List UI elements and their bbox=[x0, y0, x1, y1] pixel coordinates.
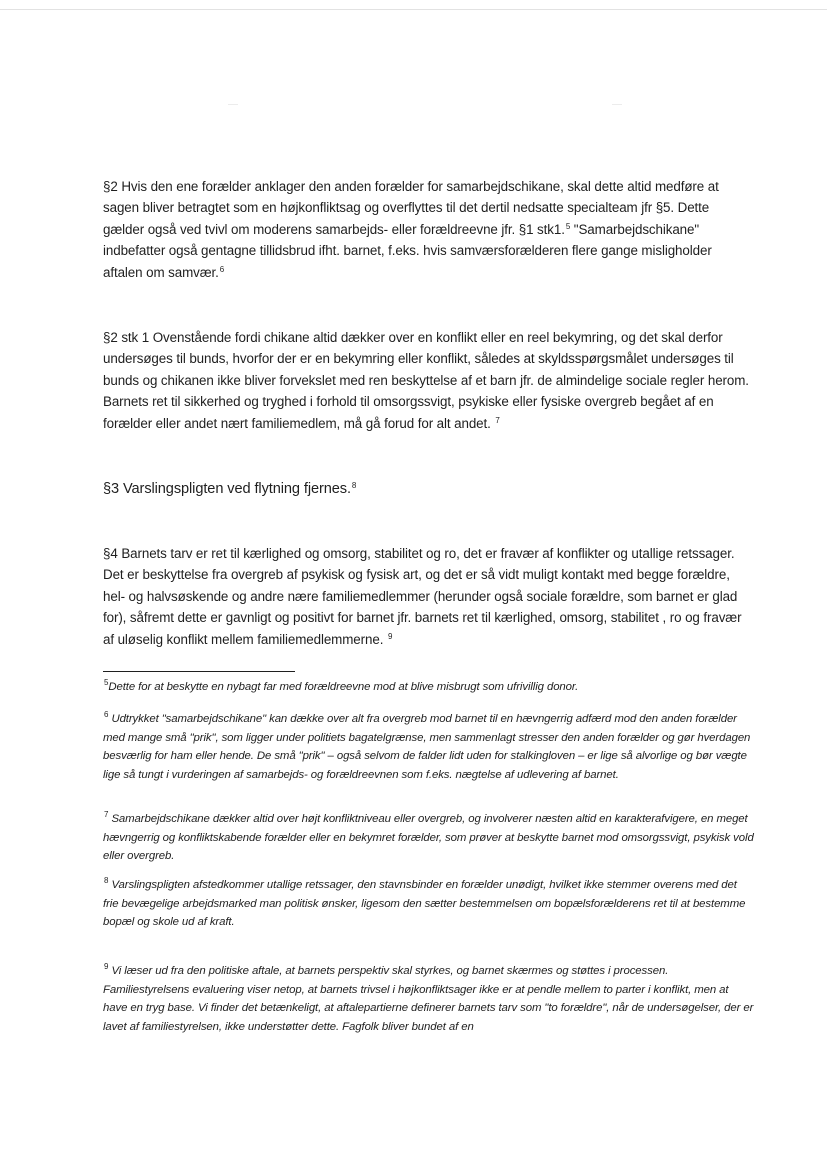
footnote-ref-7: 7 bbox=[495, 415, 500, 425]
footnote-5 bbox=[103, 678, 755, 697]
paragraph-section-2 bbox=[103, 176, 753, 283]
footnote-text: Varslingspligten afstedkommer utallige retssager, den stavnsbinder en forælder unødigt, hvilket ikke stemmer overens med det frie bevægelige arbejdsmarked man politisk ønsker, ligesom den sætter bestemmelsen om bopælsforælderens ret til at bestemme bopæl og skole ud af kraft. bbox=[103, 879, 746, 929]
scan-artifact bbox=[228, 104, 238, 105]
paragraph-text: §2 stk 1 Ovenstående fordi chikane altid dækker over en konflikt eller en reel bekymring, og det skal derfor undersøges til bunds, hvorfor der er en bekymring eller konflikt, således at skyldsspørgsmålet undersøges til bunds og chikanen ikke bliver forvekslet med ren beskyttelse af et barn jfr. de almindelige sociale regler herom. Barnets ret til sikkerhed og tryghed i forhold til omsorgssvigt, psykiske eller fysiske overgreb begået af en forælder eller andet nært familiemedlem, må gå forud for alt andet. bbox=[103, 330, 749, 431]
paragraph-text: §3 Varslingspligten ved flytning fjernes. bbox=[103, 481, 351, 497]
paragraph-text: §2 Hvis den ene forælder anklager den anden forælder for samarbejdschikane, skal dette altid medføre at sagen bliver betragtet som en højkonfliktsag og overflyttes til det dertil nedsatte specialteam jfr §5. Dette gælder også ved tvivl om moderens samarbejds- eller forældreevne jfr. §1 stk1. bbox=[103, 179, 719, 237]
footnote-number: 5 bbox=[104, 678, 109, 687]
paragraph-section-4 bbox=[103, 543, 753, 650]
scan-top-edge bbox=[0, 9, 827, 10]
paragraph-text: §4 Barnets tarv er ret til kærlighed og omsorg, stabilitet og ro, det er fravær af konflikter og utallige retssager. Det er beskyttelse fra overgreb af psykisk og fysisk art, og det er så vidt muligt kontakt med begge forældre, hel- og halvsøskende og andre nære familiemedlemmer (herunder også sociale forældre, som barnet er glad for), såfremt dette er gavnligt og positivt for barnet jfr. barnets ret til kærlighed, omsorg, stabilitet , ro og fravær af uløselig konflikt mellem familiemedlemmerne. bbox=[103, 546, 742, 647]
footnote-9 bbox=[103, 962, 755, 1036]
footnote-ref-5: 5 bbox=[565, 221, 571, 231]
paragraph-section-3 bbox=[103, 479, 753, 500]
footnote-text: Udtrykket "samarbejdschikane" kan dække over alt fra overgreb mod barnet til en hævngerrig adfærd mod den anden forælder med mange små "prik", som ligger under politiets bagatelgrænse, men sammenlagt stresser den anden forælder og gør hverdagen besværlig for ham eller hende. De små "prik" – også selvom de falder lidt uden for stalkingloven – er lige så alvorlige og bør vægte lige så tungt i vurderingen af samarbejds- og forældreevnen som f.eks. nægtelse af udlevering af barnet. bbox=[103, 713, 751, 781]
footnote-ref-6: 6 bbox=[219, 264, 225, 274]
footnote-text: Samarbejdschikane dækker altid over højt konfliktniveau eller overgreb, og involverer næsten altid en karakterafvigere, en meget hævngerrig og konfliktskabende forælder eller en bekymret forælder, som prøver at beskytte barnet mod omsorgssvigt, psykisk vold eller overgreb. bbox=[103, 813, 754, 863]
footnote-ref-8: 8 bbox=[351, 481, 357, 490]
footnote-number: 7 bbox=[104, 810, 109, 819]
footnote-separator bbox=[103, 671, 295, 672]
footnote-number: 6 bbox=[104, 710, 109, 719]
footnote-8 bbox=[103, 876, 755, 932]
footnote-6 bbox=[103, 710, 755, 784]
scan-artifact bbox=[612, 104, 622, 105]
footnote-7 bbox=[103, 810, 755, 866]
footnote-text: Vi læser ud fra den politiske aftale, at barnets perspektiv skal styrkes, og barnet skærmes og støttes i processen. Familiestyrelsens evaluering viser netop, at barnets trivsel i højkonfliktsager ikke er at pendle mellem to parter i konflikt, men at have en tryg base. Vi finder det betænkeligt, at aftalepartierne definerer barnets tarv som "to forældre", når de undersøgelser, der er lavet af familiestyrelsen, ikke understøtter dette. Fagfolk bliver bundet af en bbox=[103, 965, 754, 1033]
paragraph-text-continued: "Samarbejdschikane" indbefatter også gentagne tillidsbrud ifht. barnet, f.eks. hvis samværsforælderen flere gange misligholder aftalen om samvær. bbox=[103, 221, 712, 280]
paragraph-section-2-stk-1 bbox=[103, 327, 753, 434]
footnote-ref-9: 9 bbox=[387, 631, 393, 641]
footnote-number: 8 bbox=[104, 876, 109, 885]
footnote-number: 9 bbox=[104, 962, 109, 971]
footnote-text: Dette for at beskytte en nybagt far med forældreevne mod at blive misbrugt som ufrivillig donor. bbox=[108, 681, 579, 693]
